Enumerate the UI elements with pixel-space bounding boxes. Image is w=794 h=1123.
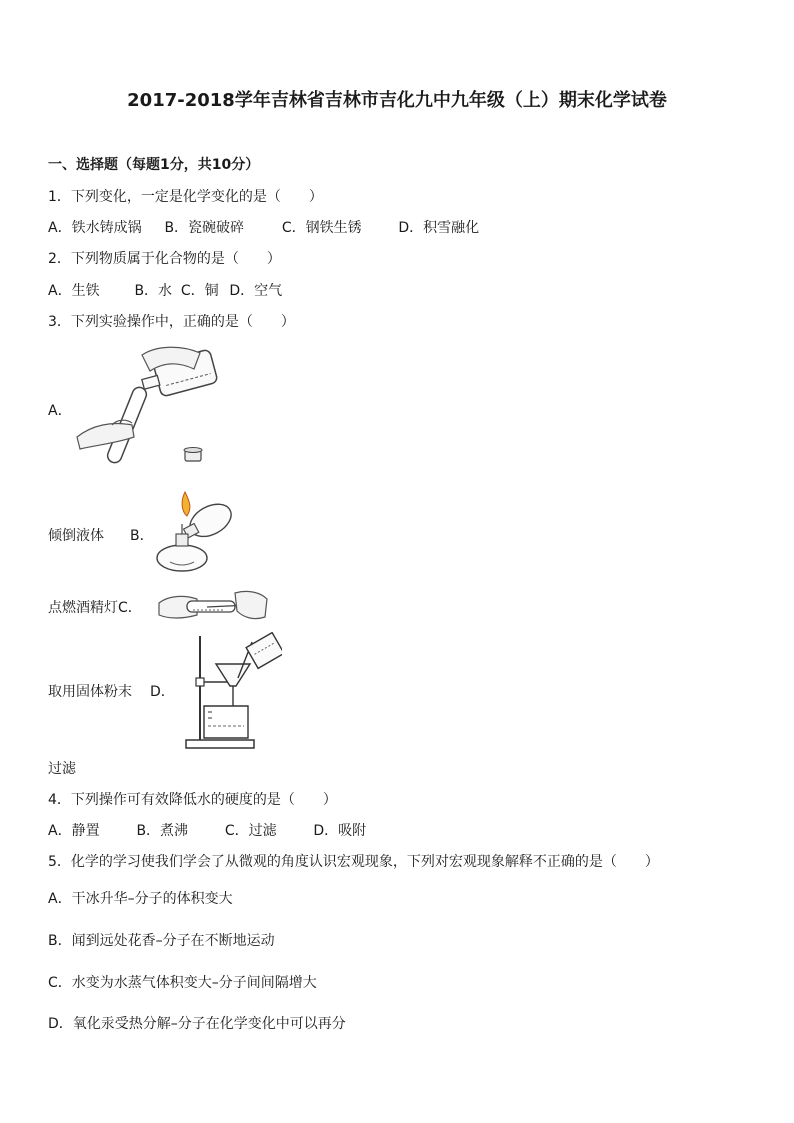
q2-option-d[interactable]: D．空气 (229, 283, 283, 299)
q4-option-d[interactable]: D．吸附 (313, 823, 367, 839)
q3-option-c-label[interactable]: C． (118, 600, 142, 616)
light-alcohol-lamp-figure (152, 490, 237, 575)
take-solid-powder-figure (157, 585, 269, 627)
exam-title: 2017-2018学年吉林省吉林市吉化九中九年级（上）期末化学试卷 (127, 90, 667, 111)
question-1-options (48, 217, 479, 237)
q2-option-c[interactable]: C．铜 (180, 283, 219, 299)
question-5-stem: 5．化学的学习使我们学会了从微观的角度认识宏观现象，下列对宏观现象解释不正确的是（ ） (48, 854, 659, 870)
question-1-stem: 1．下列变化，一定是化学变化的是（ ） (48, 189, 323, 205)
q3-option-a-label[interactable]: A． (48, 403, 72, 419)
filtration-figure (182, 632, 282, 750)
q1-option-d[interactable]: D．积雪融化 (398, 220, 480, 236)
q1-option-a[interactable]: A．铁水铸成锅 (48, 220, 142, 236)
q4-option-c[interactable]: C．过滤 (224, 823, 277, 839)
q1-option-c[interactable]: C．钢铁生锈 (281, 220, 362, 236)
question-4-options (48, 820, 366, 840)
q3-option-b-caption: 点燃酒精灯C． (48, 600, 142, 616)
q1-option-b[interactable]: B．瓷碗破碎 (164, 220, 245, 236)
q5-option-a[interactable]: A．干冰升华–分子的体积变大 (48, 891, 233, 907)
q2-option-a[interactable]: A．生铁 (48, 283, 100, 299)
section-heading: 一、选择题（每题1分，共10分） (48, 157, 260, 173)
q3-option-b-label[interactable]: B． (130, 528, 154, 544)
question-4-stem: 4．下列操作可有效降低水的硬度的是（ ） (48, 792, 337, 808)
q4-option-b[interactable]: B．煮沸 (136, 823, 189, 839)
pour-liquid-figure (72, 345, 222, 470)
q2-option-b[interactable]: B．水 (134, 283, 173, 299)
question-2-stem: 2．下列物质属于化合物的是（ ） (48, 251, 281, 267)
q4-option-a[interactable]: A．静置 (48, 823, 100, 839)
q3-option-a-caption: 倾倒液体 B． (48, 528, 154, 544)
q5-option-b[interactable]: B．闻到远处花香–分子在不断地运动 (48, 933, 275, 949)
q5-option-c[interactable]: C．水变为水蒸气体积变大–分子间间隔增大 (48, 975, 317, 991)
question-2-options (48, 280, 282, 300)
q5-option-d[interactable]: D．氧化汞受热分解–分子在化学变化中可以再分 (48, 1016, 346, 1032)
q3-option-d-caption: 过滤 (48, 761, 76, 777)
question-3-stem: 3．下列实验操作中，正确的是（ ） (48, 314, 295, 330)
q3-option-c-caption: 取用固体粉末 D． (48, 684, 175, 700)
q3-option-d-label[interactable]: D． (150, 684, 175, 700)
